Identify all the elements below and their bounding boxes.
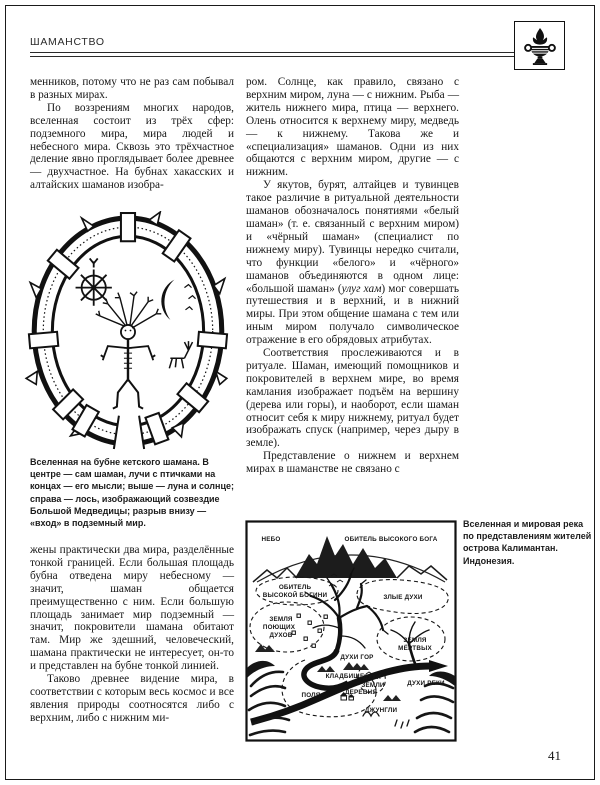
left-column-top bbox=[30, 76, 234, 192]
river-flow-arrow bbox=[429, 660, 448, 672]
map-label-goddess-abode: ОБИТЕЛЬ bbox=[278, 584, 312, 591]
paragraph: Соответствия прослеживаются и в ритуале. Шаман, имеющий помощников и покровителей в верхнем мире, во время камлания изображает подъём на вершину (дерева или горы), и наоборот, если шаман относит себя к миру нижнему, ритуал будет изображать спуск (например, через дыру в земле). bbox=[246, 347, 459, 450]
shaman-drum-illustration bbox=[23, 211, 235, 453]
map-label-jungle: ДЖУНГЛИ bbox=[364, 707, 398, 714]
paragraph: Таково древнее видение мира, в соответствии с которым весь космос и все явления природы соотносятся либо с верхним, либо с нижним ми- bbox=[30, 673, 234, 724]
map-label-singing-spirits: ДУХОВ bbox=[269, 632, 293, 639]
map-label-goddess-abode: ВЫСОКОЙ БОГИНИ bbox=[262, 592, 328, 599]
thought-rays bbox=[96, 292, 162, 328]
map-illustration bbox=[245, 520, 457, 742]
drum-rim-bands bbox=[29, 213, 227, 444]
right-column bbox=[246, 76, 459, 476]
map-label-earth-spirits: ЗЕМЛИ bbox=[361, 682, 385, 689]
paragraph: По воззрениям многих народов, вселенная состоит из трёх сфер: подземного мира, мира людей и небесного мира. Сквозь это трёхчастное деление явно проглядывает более древнее — двухчастное. На бубнах хакасских и алтайских шаманов изобра- bbox=[30, 101, 234, 192]
map-label-singing-spirits: ЗЕМЛЯ bbox=[269, 616, 293, 623]
map-label-singing-spirits: ПОЮЩИХ bbox=[262, 624, 296, 631]
map-label-fields: ПОЛЯ bbox=[301, 692, 321, 699]
paragraph: ром. Солнце, как правило, связано с верхним миром, луна — с нижним. Рыба — житель нижнего мира, птица — верхнего. Олень относится к верхнему миру, медведь — к нижнему. Такова же и «специализация» шаманов. Одни из них общаются с верхним миром, другие — с нижним. bbox=[246, 76, 459, 179]
map-label-god-abode: ОБИТЕЛЬ ВЫСОКОГО БОГА bbox=[344, 536, 438, 543]
map-label-cemetery: КЛАДБИЩЕ bbox=[325, 673, 365, 680]
header-rule bbox=[30, 52, 514, 57]
map-label-dead-land: МЁРТВЫХ bbox=[398, 645, 432, 652]
map-label-evil-spirits: ЗЛЫЕ ДУХИ bbox=[383, 594, 423, 601]
paragraph: менников, потому что не раз сам побывал в разных мирах. bbox=[30, 76, 234, 101]
map-labels bbox=[262, 536, 446, 714]
paragraph bbox=[246, 179, 459, 347]
map-label-earth-spirits: ДУХИ bbox=[362, 674, 382, 681]
shaman-figure bbox=[96, 292, 162, 409]
chapter-title: ШАМАНСТВО bbox=[30, 36, 105, 48]
map-label-sky: НЕБО bbox=[261, 536, 281, 543]
map-caption: Вселенная и мировая река по представлениям жителей острова Калимантан. Индонезия. bbox=[463, 519, 592, 566]
moon-symbol bbox=[161, 280, 195, 320]
spirit-houses-marks bbox=[292, 614, 327, 647]
drum-caption: Вселенная на бубне кетского шамана. В центре — сам шаман, лучи с птичками на концах — его мысли; выше — луна и солнце; справа — лось, изображающий созвездие Большой Медведицы; разрыв внизу — «вход» в подземный мир. bbox=[30, 457, 234, 529]
map-label-mountain-spirits: ДУХИ ГОР bbox=[340, 654, 374, 661]
map-label-dead-land: ЗЕМЛЯ bbox=[403, 637, 427, 644]
paragraph: Представление о нижнем и верхнем мирах в шаманстве не связано с bbox=[246, 450, 459, 476]
paragraph-text: ) мог совершать путешествия и в верхний, и в нижний миры. При этом общение шамана с тем или иным миром получало символическое отражение в его обрядовых атрибутах. bbox=[246, 282, 459, 347]
page-number: 41 bbox=[548, 748, 561, 763]
corner-emblem-box bbox=[514, 21, 565, 70]
italic-term: улуг хам bbox=[341, 282, 382, 295]
flaming-urn-icon bbox=[521, 26, 559, 66]
paragraph: жены практически два мира, разделённые тонкой границей. Если большая площадь бубна отведена миру небесному — значит, шаман общается преимущественно с ним. Если большую площадь занимает мир подземный — значит, покровители шамана обитают там. Мир же здешний, человеческий, шамана практически не интересует, он-то и представлен на бубне тонкой линией. bbox=[30, 544, 234, 673]
map-label-village: ДЕРЕВНЯ bbox=[344, 689, 378, 696]
left-column-bottom bbox=[30, 544, 234, 725]
paragraph-text: У якутов, бурят, алтайцев и тувинцев такое различие в ритуальной деятельности шаманов обозначалось понятиями «белый шаман» (т. е. связанный с верхним миром) и «чёрный шаман» (специалист по нижнему миру). Тувинцы нередко считали, что функции «белого» и «чёрного» шаманов объединяются в одном лице: «большой шаман» ( bbox=[246, 179, 459, 295]
elk-figure bbox=[169, 341, 192, 368]
map-label-river-spirits: ДУХИ РЕКИ bbox=[407, 680, 445, 687]
